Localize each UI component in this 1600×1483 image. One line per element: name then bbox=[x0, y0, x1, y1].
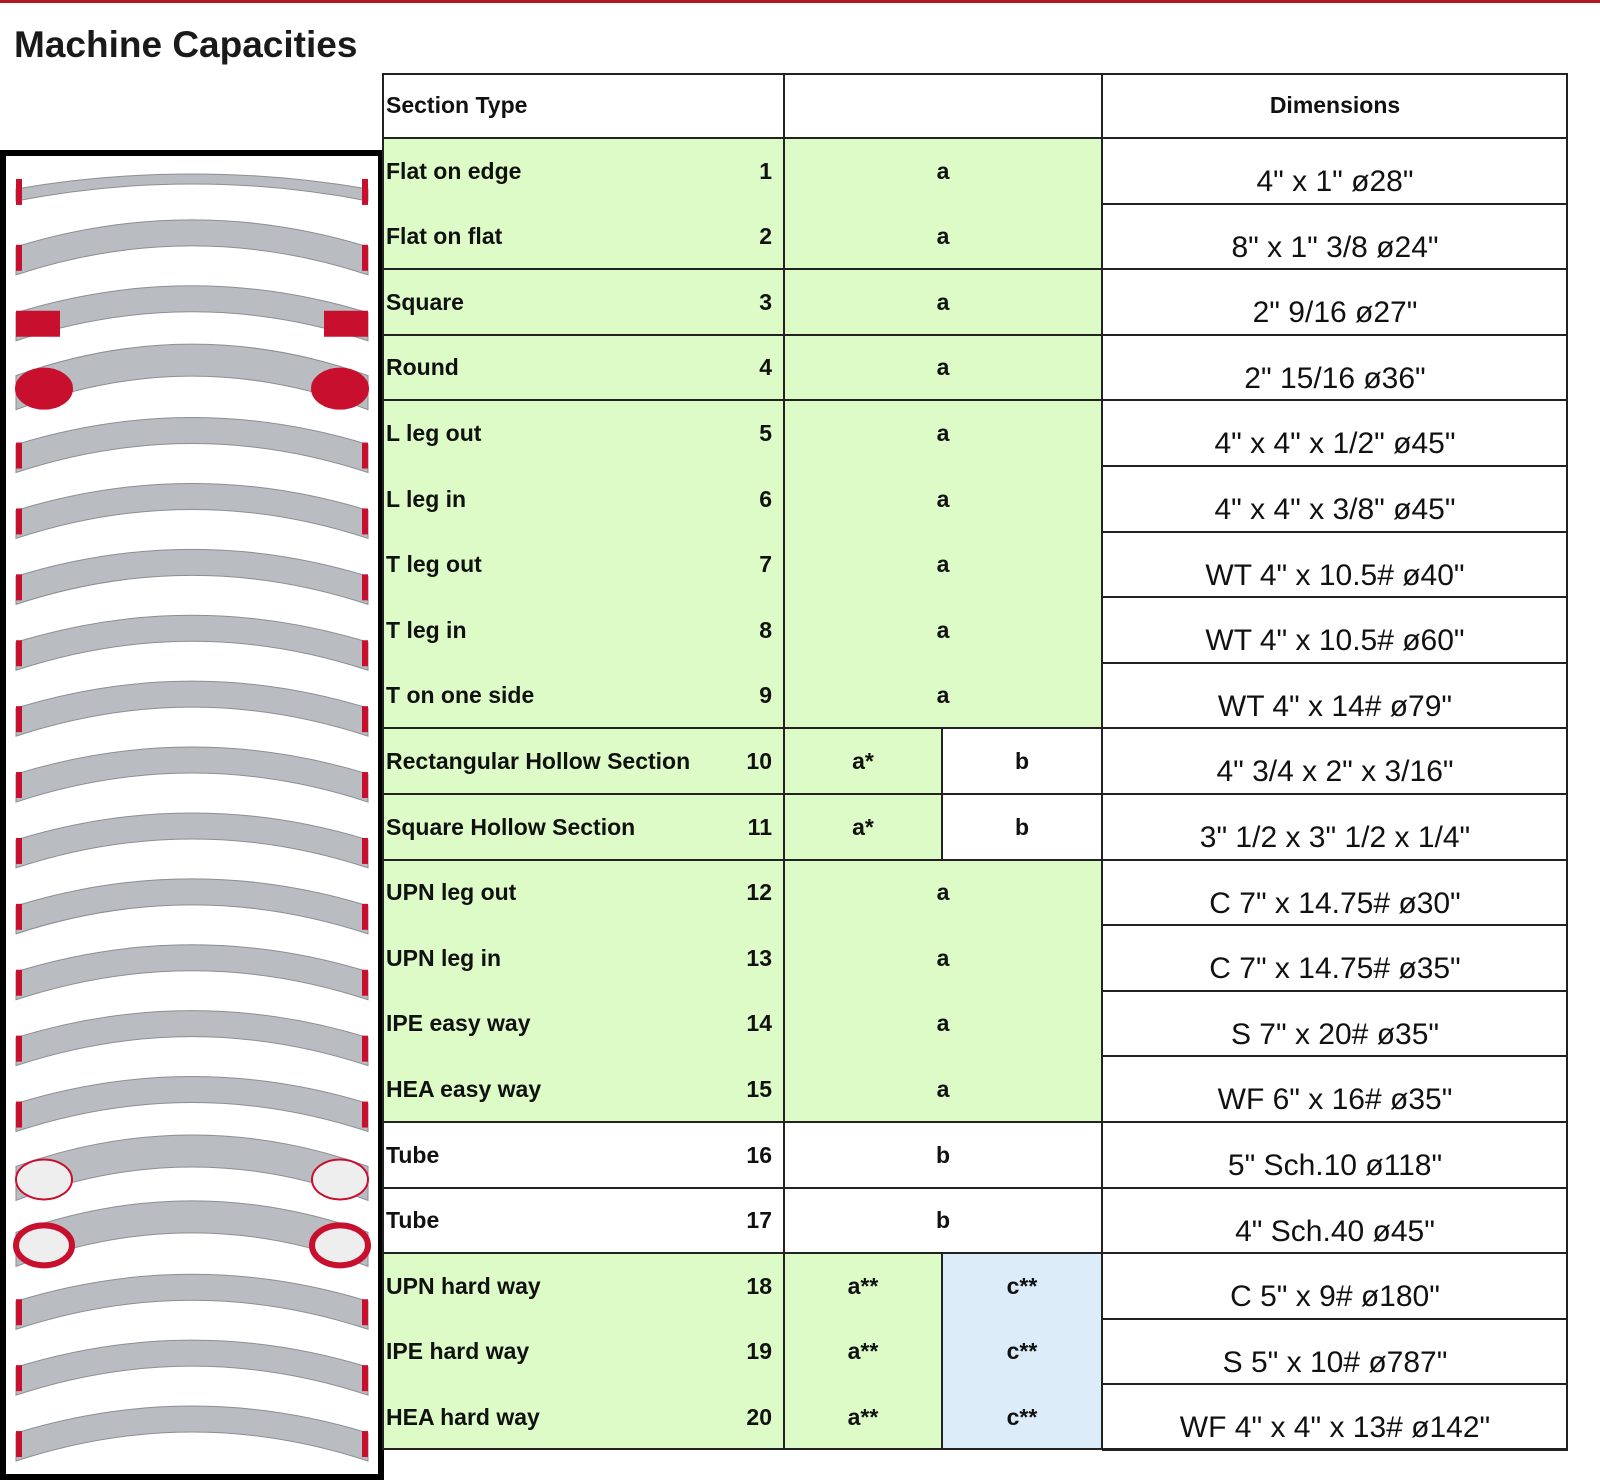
method-secondary: b bbox=[1014, 747, 1030, 774]
section-name: HEA hard way bbox=[382, 1384, 722, 1450]
dimension-value: 4" Sch.40 ø45" bbox=[1235, 1214, 1435, 1248]
section-name: Square Hollow Section bbox=[382, 794, 722, 860]
section-name: L leg out bbox=[382, 400, 722, 466]
profile-images-panel bbox=[0, 150, 384, 1480]
method: a bbox=[784, 860, 1102, 925]
dimension-value: WT 4" x 10.5# ø40" bbox=[1205, 558, 1465, 592]
method-a: a** bbox=[784, 1384, 942, 1450]
section-name: UPN leg in bbox=[382, 925, 722, 991]
method: a bbox=[784, 269, 1102, 335]
grid-line bbox=[1102, 465, 1568, 467]
grid-line bbox=[1102, 727, 1568, 729]
grid-line bbox=[1102, 1187, 1568, 1189]
grid-line bbox=[1102, 1318, 1568, 1320]
section-number: 13 bbox=[722, 925, 784, 991]
grid-line bbox=[382, 727, 1102, 729]
grid-line bbox=[941, 728, 943, 859]
section-name: T on one side bbox=[382, 663, 722, 728]
method-secondary: c** bbox=[942, 1384, 1102, 1450]
section-number: 5 bbox=[722, 400, 784, 466]
section-name: Flat on flat bbox=[382, 204, 722, 269]
section-number: 19 bbox=[722, 1319, 784, 1384]
ipe-hard-way-profile-icon bbox=[16, 1340, 368, 1395]
method: a bbox=[784, 532, 1102, 597]
header-section-type: Section Type bbox=[386, 92, 528, 118]
dimension-value: 4" x 1" ø28" bbox=[1256, 165, 1414, 198]
section-number: 6 bbox=[722, 466, 784, 532]
upn-leg-out-profile-icon bbox=[16, 879, 368, 934]
section-name: IPE easy way bbox=[382, 991, 722, 1056]
profile-images bbox=[6, 156, 378, 1474]
method: a bbox=[784, 1056, 1102, 1122]
dimension-value: 8" x 1" 3/8 ø24" bbox=[1231, 230, 1439, 264]
section-name: L leg in bbox=[382, 466, 722, 532]
method: a bbox=[784, 466, 1102, 532]
hea-hard-way-profile-icon bbox=[16, 1406, 368, 1461]
header-dimensions: Dimensions bbox=[1269, 92, 1401, 118]
grid-line bbox=[1102, 1252, 1568, 1254]
grid-line bbox=[382, 268, 1102, 270]
grid-line bbox=[382, 859, 1102, 861]
section-number: 15 bbox=[722, 1056, 784, 1122]
section-name: HEA easy way bbox=[382, 1056, 722, 1122]
section-name: Rectangular Hollow Section bbox=[382, 728, 722, 794]
grid-line bbox=[382, 1121, 1102, 1123]
method: a bbox=[784, 597, 1102, 663]
section-number: 8 bbox=[722, 597, 784, 663]
section-number: 10 bbox=[722, 728, 784, 794]
section-number: 16 bbox=[746, 1141, 772, 1168]
method-secondary: c** bbox=[942, 1319, 1102, 1384]
grid-line bbox=[1102, 793, 1568, 795]
dimension-value: 3" 1/2 x 3" 1/2 x 1/4" bbox=[1199, 821, 1471, 854]
section-name: IPE hard way bbox=[382, 1319, 722, 1384]
grid-line bbox=[382, 1187, 1102, 1189]
section-name: Tube bbox=[386, 1141, 440, 1168]
dimension-value: 4" 3/4 x 2" x 3/16" bbox=[1216, 755, 1454, 788]
t-leg-out-profile-icon bbox=[16, 549, 368, 604]
dimension-value: C 7" x 14.75# ø30" bbox=[1209, 886, 1461, 920]
t-on-one-side-profile-icon bbox=[16, 681, 368, 736]
method-a: a** bbox=[784, 1253, 942, 1319]
method-a: a* bbox=[784, 728, 942, 794]
dimension-value: 5" Sch.10 ø118" bbox=[1227, 1149, 1443, 1182]
header-middle bbox=[784, 73, 1102, 138]
section-number: 9 bbox=[722, 663, 784, 728]
method-a: a* bbox=[784, 794, 942, 860]
method: a bbox=[784, 925, 1102, 991]
method: b bbox=[935, 1207, 951, 1233]
dimension-value: WF 4" x 4" x 13# ø142" bbox=[1179, 1411, 1491, 1444]
round-bar-profile-icon bbox=[16, 344, 368, 410]
dimension-value: 2" 15/16 ø36" bbox=[1244, 361, 1426, 395]
method: a bbox=[784, 335, 1102, 400]
section-name: T leg in bbox=[382, 597, 722, 663]
section-name: Round bbox=[382, 335, 722, 400]
section-number: 3 bbox=[722, 269, 784, 335]
dimension-value: WT 4" x 10.5# ø60" bbox=[1205, 624, 1465, 657]
tube-thick-profile-icon bbox=[16, 1201, 368, 1267]
grid-line bbox=[1102, 1449, 1568, 1451]
method: a bbox=[784, 138, 1102, 204]
section-number: 1 bbox=[722, 138, 784, 204]
flat-on-flat-profile-icon bbox=[16, 220, 368, 275]
grid-line bbox=[1102, 990, 1568, 992]
section-name: UPN hard way bbox=[382, 1253, 722, 1319]
grid-line bbox=[382, 334, 1102, 336]
grid-line bbox=[382, 793, 1102, 795]
section-number: 17 bbox=[746, 1207, 772, 1233]
dimension-value: S 5" x 10# ø787" bbox=[1222, 1345, 1448, 1379]
dimension-value: WF 6" x 16# ø35" bbox=[1217, 1083, 1453, 1116]
dimension-value: 2" 9/16 ø27" bbox=[1252, 296, 1418, 329]
grid-line bbox=[1102, 1121, 1568, 1123]
grid-line bbox=[1101, 73, 1103, 1450]
section-number: 11 bbox=[722, 794, 784, 860]
hea-easy-way-profile-icon bbox=[16, 1077, 368, 1132]
grid-line bbox=[382, 137, 1568, 139]
section-name: Tube bbox=[386, 1207, 440, 1233]
l-leg-out-profile-icon bbox=[16, 418, 368, 473]
dimension-value: 4" x 4" x 3/8" ø45" bbox=[1214, 493, 1456, 526]
grid-line bbox=[1102, 1383, 1568, 1385]
section-name: T leg out bbox=[382, 532, 722, 597]
t-leg-in-profile-icon bbox=[16, 615, 368, 670]
dimension-value: 4" x 4" x 1/2" ø45" bbox=[1214, 427, 1456, 460]
grid-line bbox=[783, 73, 785, 1450]
section-number: 4 bbox=[722, 335, 784, 400]
grid-line bbox=[382, 73, 384, 1450]
method: a bbox=[784, 991, 1102, 1056]
section-name: Square bbox=[382, 269, 722, 335]
method-secondary: c** bbox=[942, 1253, 1102, 1319]
capacities-table bbox=[382, 73, 1596, 1480]
section-name: UPN leg out bbox=[382, 860, 722, 925]
dimension-value: S 7" x 20# ø35" bbox=[1230, 1017, 1440, 1051]
grid-line bbox=[1566, 73, 1568, 1450]
grid-line bbox=[1102, 203, 1568, 205]
grid-line bbox=[382, 1252, 1102, 1254]
flat-on-edge-profile-icon bbox=[16, 174, 368, 205]
grid-line bbox=[1102, 924, 1568, 926]
l-leg-in-profile-icon bbox=[16, 483, 368, 538]
top-rule bbox=[0, 0, 1600, 3]
grid-line bbox=[1102, 1055, 1568, 1057]
method: a bbox=[784, 663, 1102, 728]
method-secondary: b bbox=[1014, 813, 1030, 840]
page-title: Machine Capacities bbox=[14, 24, 358, 65]
section-number: 7 bbox=[722, 532, 784, 597]
section-number: 14 bbox=[722, 991, 784, 1056]
section-number: 12 bbox=[722, 860, 784, 925]
grid-line bbox=[1102, 268, 1568, 270]
method: b bbox=[935, 1141, 951, 1168]
dimension-value: C 5" x 9# ø180" bbox=[1230, 1280, 1440, 1313]
grid-line bbox=[1102, 859, 1568, 861]
section-number: 20 bbox=[722, 1384, 784, 1450]
grid-line bbox=[1102, 531, 1568, 533]
grid-line bbox=[382, 399, 1102, 401]
square-hollow-profile-icon bbox=[16, 813, 368, 868]
dimension-value: C 7" x 14.75# ø35" bbox=[1209, 952, 1461, 985]
grid-line bbox=[1102, 399, 1568, 401]
tube-thin-profile-icon bbox=[16, 1135, 368, 1201]
method-a: a** bbox=[784, 1319, 942, 1384]
method: a bbox=[784, 204, 1102, 269]
upn-leg-in-profile-icon bbox=[16, 945, 368, 1000]
section-number: 2 bbox=[722, 204, 784, 269]
method: a bbox=[784, 400, 1102, 466]
dimension-value: WT 4" x 14# ø79" bbox=[1217, 689, 1453, 723]
section-name: Flat on edge bbox=[382, 138, 722, 204]
ipe-easy-way-profile-icon bbox=[16, 1011, 368, 1066]
grid-line bbox=[1102, 334, 1568, 336]
section-number: 18 bbox=[722, 1253, 784, 1319]
grid-line bbox=[1102, 596, 1568, 598]
square-bar-profile-icon bbox=[16, 286, 368, 341]
upn-hard-way-profile-icon bbox=[16, 1274, 368, 1329]
grid-line bbox=[382, 73, 1568, 75]
rectangular-hollow-profile-icon bbox=[16, 747, 368, 802]
grid-line bbox=[1102, 662, 1568, 664]
grid-line bbox=[941, 1253, 943, 1450]
